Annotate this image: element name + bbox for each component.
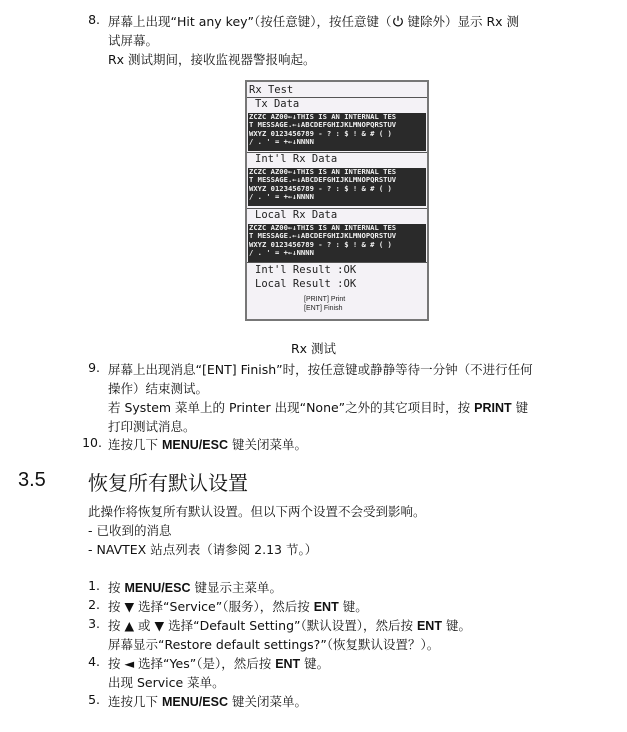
step10-line bbox=[108, 435, 307, 453]
tx-data-block bbox=[248, 113, 426, 151]
step-text: 键。 bbox=[445, 618, 471, 633]
ent-key: ENT bbox=[275, 657, 301, 671]
step10-post: 键关闭菜单。 bbox=[231, 437, 307, 452]
rx-test-screen bbox=[245, 80, 429, 321]
print-key: PRINT bbox=[474, 401, 512, 415]
data-line: / . ' = +←↓NNNN bbox=[249, 247, 314, 257]
step9-line3-pre: 若 System 菜单上的 Printer 出现“None”之外的其它项目时，按 bbox=[108, 400, 471, 415]
step-text: 按 ▲ 或 ▼ 选择“Default Setting”（默认设置），然后按 bbox=[108, 618, 413, 633]
step-number: 3. bbox=[88, 616, 100, 631]
local-rx-data-block bbox=[248, 224, 426, 262]
step2-line bbox=[108, 597, 368, 615]
data-line: / . ' = +←↓NNNN bbox=[249, 191, 314, 201]
data-line: WXYZ 0123456789 - ? : $ ! & # ( ) bbox=[249, 239, 392, 249]
data-line: ZCZC AZ00←↓THIS IS AN INTERNAL TES bbox=[249, 113, 397, 121]
step-text: 按 ▼ 选择“Service”（服务），然后按 bbox=[108, 599, 310, 614]
step-text: 键。 bbox=[342, 599, 368, 614]
print-hint: [PRINT] Print bbox=[304, 296, 346, 303]
data-line: T MESSAGE.←↓ABCDEFGHIJKLMNOPQRSTUV bbox=[249, 231, 397, 241]
data-line: T MESSAGE.←↓ABCDEFGHIJKLMNOPQRSTUV bbox=[249, 120, 397, 130]
step5-line bbox=[108, 692, 307, 710]
step10-number: 10. bbox=[82, 435, 102, 450]
step9-number: 9. bbox=[88, 360, 100, 375]
menu-esc-key: MENU/ESC bbox=[162, 438, 228, 452]
step8-line3: Rx 测试期间，接收监视器警报响起。 bbox=[108, 52, 316, 67]
step9-line1: 屏幕上出现消息“[ENT] Finish”时，按任意键或静静等待一分钟（不进行任何 bbox=[108, 362, 533, 377]
step3-line bbox=[108, 616, 471, 634]
step-number: 5. bbox=[88, 692, 100, 707]
step8-line1-pre: 屏幕上出现“Hit any key”（按任意键），按任意键（ bbox=[108, 14, 392, 29]
data-line: WXYZ 0123456789 - ? : $ ! & # ( ) bbox=[249, 183, 392, 193]
intro-bullet: - 已收到的消息 bbox=[88, 523, 172, 538]
intl-rx-data-label: Int'l Rx Data bbox=[255, 153, 338, 165]
intl-rx-data-block bbox=[248, 168, 426, 206]
step8-number: 8. bbox=[88, 12, 100, 27]
intl-result: Int'l Result :OK bbox=[255, 264, 357, 276]
power-icon bbox=[392, 15, 404, 27]
tx-data-label: Tx Data bbox=[255, 98, 300, 110]
step-number: 1. bbox=[88, 578, 100, 593]
step8-line1-post: 键除外）显示 Rx 测 bbox=[403, 14, 520, 29]
step8-line1 bbox=[108, 12, 519, 30]
local-result: Local Result :OK bbox=[255, 278, 357, 290]
step4-line bbox=[108, 654, 329, 672]
step9-line3-post: 键 bbox=[515, 400, 529, 415]
step-text: 按 bbox=[108, 580, 121, 595]
data-line: / . ' = +←↓NNNN bbox=[249, 136, 314, 146]
local-rx-data-label: Local Rx Data bbox=[255, 209, 338, 221]
step3-sub: 屏幕显示“Restore default settings?”（恢复默认设置？）。 bbox=[108, 637, 440, 652]
section-number: 3.5 bbox=[18, 469, 46, 491]
step-text: 连按几下 bbox=[108, 694, 159, 709]
step-text: 键显示主菜单。 bbox=[194, 580, 282, 595]
step4-sub: 出现 Service 菜单。 bbox=[108, 675, 225, 690]
data-line: T MESSAGE.←↓ABCDEFGHIJKLMNOPQRSTUV bbox=[249, 175, 397, 185]
step-text: 键关闭菜单。 bbox=[231, 694, 307, 709]
data-line: ZCZC AZ00←↓THIS IS AN INTERNAL TES bbox=[249, 224, 397, 232]
step8-line2: 试屏幕。 bbox=[108, 33, 159, 48]
figure-caption: Rx 测试 bbox=[290, 341, 337, 356]
finish-hint: [ENT] Finish bbox=[304, 305, 343, 312]
step1-line bbox=[108, 578, 282, 596]
screen-title: Rx Test bbox=[249, 84, 294, 96]
menu-esc-key: MENU/ESC bbox=[124, 581, 191, 595]
ent-key: ENT bbox=[416, 619, 442, 633]
step-number: 4. bbox=[88, 654, 100, 669]
step9-line4: 打印测试消息。 bbox=[108, 419, 196, 434]
intro-bullet: - NAVTEX 站点列表（请参阅 2.13 节。） bbox=[88, 542, 318, 557]
intro-text: 此操作将恢复所有默认设置。但以下两个设置不会受到影响。 bbox=[88, 504, 426, 519]
divider bbox=[247, 262, 427, 263]
menu-esc-key: MENU/ESC bbox=[162, 695, 228, 709]
step-number: 2. bbox=[88, 597, 100, 612]
step-text: 键。 bbox=[304, 656, 330, 671]
step9-line3 bbox=[108, 398, 528, 416]
step10-pre: 连按几下 bbox=[108, 437, 159, 452]
step-text: 按 ◄ 选择“Yes”（是），然后按 bbox=[108, 656, 272, 671]
data-line: ZCZC AZ00←↓THIS IS AN INTERNAL TES bbox=[249, 168, 397, 176]
ent-key: ENT bbox=[313, 600, 339, 614]
data-line: WXYZ 0123456789 - ? : $ ! & # ( ) bbox=[249, 128, 392, 138]
section-title: 恢复所有默认设置 bbox=[88, 471, 248, 495]
step9-line2: 操作）结束测试。 bbox=[108, 381, 209, 396]
